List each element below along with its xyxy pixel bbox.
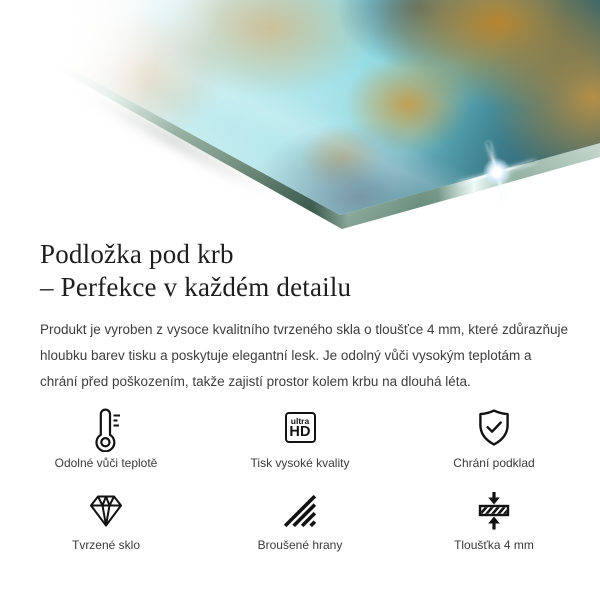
thickness-4mm-icon	[477, 490, 511, 530]
feature-label: Tvrzené sklo	[71, 538, 141, 552]
feature-label: Tisk vysoké kvality	[250, 456, 350, 470]
title-line-1: Podložka pod krb	[40, 239, 234, 269]
feature-tempered-glass	[9, 490, 203, 552]
feature-protects-floor	[397, 408, 591, 470]
beveled-edges-icon	[283, 490, 317, 530]
shield-check-icon	[477, 408, 511, 448]
ultra-hd-badge	[285, 412, 316, 443]
features-grid	[9, 408, 591, 552]
feature-thickness	[397, 490, 591, 552]
feature-beveled-edges	[203, 490, 397, 552]
ultra-hd-badge-bottom-text: HD	[289, 423, 311, 440]
sparkle-icon	[457, 132, 537, 212]
feature-label: Broušené hrany	[257, 538, 343, 552]
feature-label: Chrání podklad	[453, 456, 535, 470]
title-line-2: – Perfekce v každém detailu	[40, 272, 352, 302]
thermometer-icon	[91, 408, 121, 448]
ultra-hd-icon	[285, 408, 316, 448]
feature-heat-resistant	[9, 408, 203, 470]
feature-label: Tloušťka 4 mm	[454, 538, 534, 552]
feature-label: Odolné vůči teplotě	[54, 456, 158, 470]
sparkle-core	[483, 158, 511, 186]
diamond-icon	[86, 490, 126, 530]
product-description: Produkt je vyroben z vysoce kvalitního tvrzeného skla o tloušťce 4 mm, které zdůrazňuje hloubku barev tisku a poskytuje elegantní lesk. Je odolný vůči vysokým teplotám a chrání před poškozením, takže zajistí prostor kolem krbu na dlouhá léta.	[40, 322, 569, 389]
page-title	[40, 238, 560, 304]
hero-image	[0, 0, 600, 232]
feature-print-quality	[203, 408, 397, 470]
ultra-hd-badge-top-text: ultra	[290, 415, 310, 426]
